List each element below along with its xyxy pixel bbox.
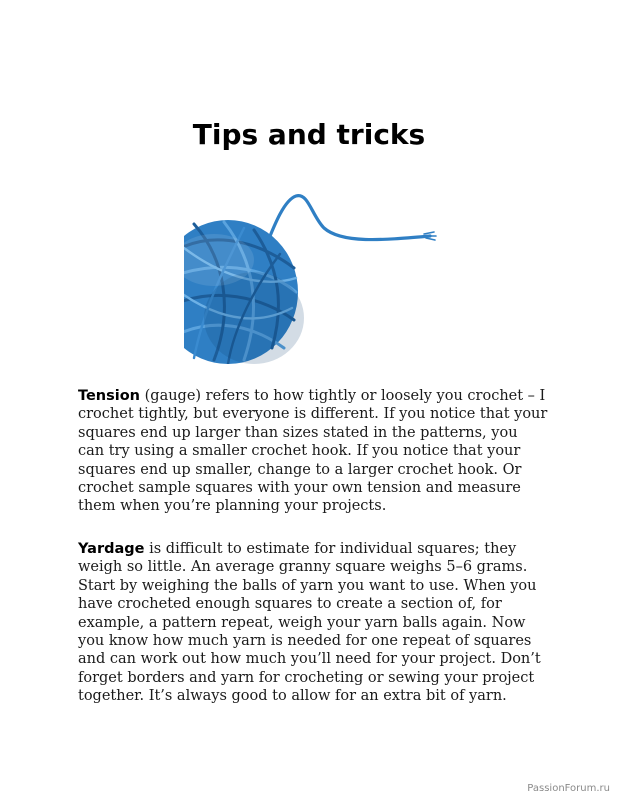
yardage-text: is difficult to estimate for individual squares; they weigh so little. An average granny square weighs 5–6 grams. Start by weighing the balls of yarn you want to use. When you have crocheted enough squares to create a section of, for example, a pattern repeat, weigh your yarn balls again. Now you know how much yarn is needed for one repeat of squares and can work out how much you’ll need for your project. Don’t forget borders and yarn for crocheting or sewing your project together. It’s always good to allow for an extra bit of yarn. [78,541,541,705]
yarn-ball-icon [184,188,444,364]
yardage-paragraph [78,540,548,706]
tension-paragraph [78,387,548,516]
yardage-term: Yardage [78,541,145,557]
tension-term: Tension [78,388,141,404]
tension-text: (gauge) refers to how tightly or loosely you crochet – I crochet tightly, but everyone is different. If you notice that your squares end up larger than sizes stated in the patterns, you can try using a smaller crochet hook. If you notice that your squares end up smaller, change to a larger crochet hook. Or crochet sample squares with your own tension and measure them when you’re planning your projects. [78,388,548,515]
page-title: Tips and tricks [192,118,426,151]
watermark: PassionForum.ru [527,783,610,794]
